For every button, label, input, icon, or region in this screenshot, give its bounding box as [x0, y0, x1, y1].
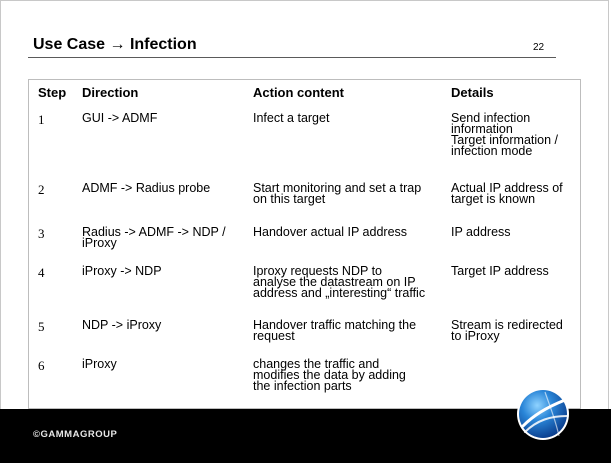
action-line: analyse the datastream on IP — [253, 275, 416, 289]
direction-cell — [82, 266, 162, 277]
direction-line: GUI -> ADMF — [82, 111, 158, 125]
globe-swoosh-logo-icon — [515, 386, 571, 442]
header-direction: Direction — [82, 85, 139, 100]
step-number: 3 — [38, 226, 45, 241]
slide-title: Use Case → Infection — [33, 36, 197, 53]
action-cell — [253, 183, 421, 205]
title-divider — [28, 57, 556, 58]
details-line: information — [451, 122, 513, 136]
details-line: Actual IP address of — [451, 181, 563, 195]
action-line: Infect a target — [253, 111, 330, 125]
details-cell — [451, 320, 563, 342]
action-line: Start monitoring and set a trap — [253, 181, 422, 195]
direction-cell — [82, 113, 157, 124]
action-cell — [253, 359, 406, 392]
details-line: Target information / — [451, 133, 558, 147]
direction-line: iProxy — [82, 357, 117, 371]
direction-line: NDP -> iProxy — [82, 318, 162, 332]
step-number: 5 — [38, 319, 45, 334]
step-number: 1 — [38, 112, 45, 127]
direction-cell — [82, 183, 210, 194]
details-line: IP address — [451, 225, 511, 239]
action-line: Handover actual IP address — [253, 225, 408, 239]
details-line: Stream is redirected — [451, 318, 563, 332]
action-cell — [253, 320, 416, 342]
direction-line: iProxy -> NDP — [82, 264, 162, 278]
header-action-content: Action content — [253, 85, 344, 100]
footer-brand: ©GAMMAGROUP — [33, 429, 118, 440]
direction-line: Radius -> ADMF -> NDP / — [82, 225, 226, 239]
step-number: 2 — [38, 182, 45, 197]
action-line: request — [253, 329, 295, 343]
action-line: Handover traffic matching the — [253, 318, 417, 332]
details-cell — [451, 113, 558, 157]
action-line: Iproxy requests NDP to — [253, 264, 382, 278]
direction-line: iProxy — [82, 236, 117, 250]
action-cell — [253, 266, 425, 299]
details-line: infection mode — [451, 144, 533, 158]
header-step: Step — [38, 85, 67, 100]
details-line: to iProxy — [451, 329, 500, 343]
step-number: 6 — [38, 358, 45, 373]
details-cell — [451, 227, 511, 238]
direction-cell — [82, 320, 161, 331]
direction-cell — [82, 227, 226, 249]
direction-line: ADMF -> Radius probe — [82, 181, 211, 195]
header-details: Details — [451, 85, 494, 100]
direction-cell — [82, 359, 117, 370]
details-line: Target IP address — [451, 264, 549, 278]
action-line: the infection parts — [253, 379, 352, 393]
details-line: Send infection — [451, 111, 531, 125]
action-cell — [253, 227, 407, 238]
action-line: changes the traffic and — [253, 357, 380, 371]
details-cell — [451, 266, 549, 277]
step-number: 4 — [38, 265, 45, 280]
action-line: modifies the data by adding — [253, 368, 406, 382]
details-line: target is known — [451, 192, 536, 206]
action-cell — [253, 113, 329, 124]
action-line: address and „interesting“ traffic — [253, 286, 426, 300]
details-cell — [451, 183, 563, 205]
page-number: 22 — [533, 42, 545, 53]
action-line: on this target — [253, 192, 326, 206]
